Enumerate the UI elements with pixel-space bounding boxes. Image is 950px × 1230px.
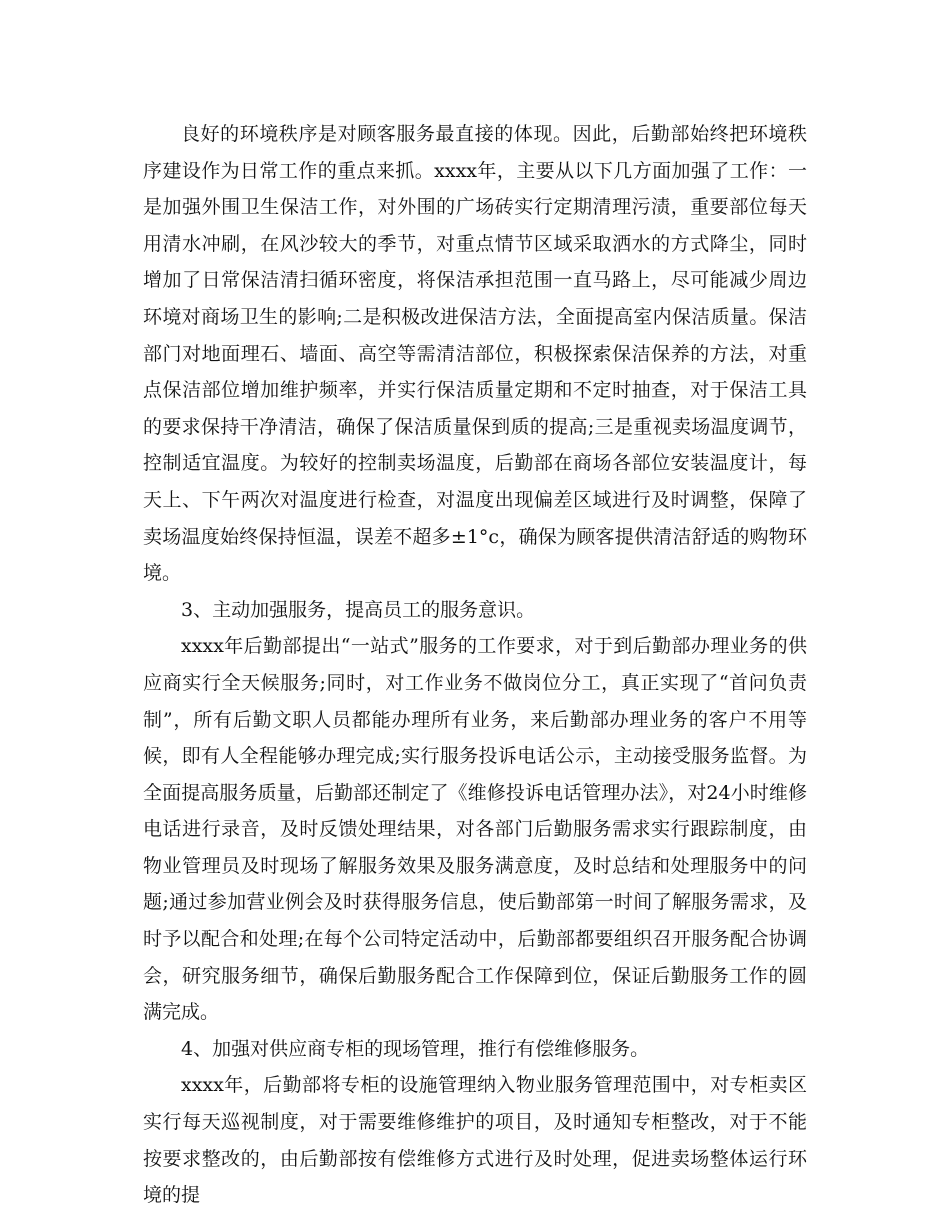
document-body [143,116,807,1214]
section-heading-3: 3、主动加强服务，提高员工的服务意识。 [181,598,536,621]
paragraph-environment-order: 良好的环境秩序是对顾客服务最直接的体现。因此，后勤部始终把环境秩序建设作为日常工作的重点来抓。xxxx年，主要从以下几方面加强了工作：一是加强外围卫生保洁工作，对外围的广场砖实行定期清理污渍，重要部位每天用清水冲刷，在风沙较大的季节，对重点情节区域采取洒水的方式降尘，同时增加了日常保洁清扫循环密度，将保洁承担范围一直马路上，尽可能减少周边环境对商场卫生的影响;二是积极改进保洁方法，全面提高室内保洁质量。保洁部门对地面理石、墙面、高空等需清洁部位，积极探索保洁保养的方法，对重点保洁部位增加维护频率，并实行保洁质量定期和不定时抽查，对于保洁工具的要求保持干净清洁，确保了保洁质量保到质的提高;三是重视卖场温度调节，控制适宜温度。为较好的控制卖场温度，后勤部在商场各部位安装温度计，每天上、下午两次对温度进行检查，对温度出现偏差区域进行及时调整，保障了卖场温度始终保持恒温，误差不超多±1°c，确保为顾客提供清洁舒适的购物环境。 [143,123,807,585]
section-heading-4: 4、加强对供应商专柜的现场管理，推行有偿维修服务。 [181,1037,650,1060]
paragraph-supplier-counter: xxxx年，后勤部将专柜的设施管理纳入物业服务管理范围中，对专柜卖区实行每天巡视制度，对于需要维修维护的项目，及时通知专柜整改，对于不能按要求整改的，由后勤部按有偿维修方式进行及时处理，促进卖场整体运行环境的提 [143,1074,807,1207]
paragraph-one-stop-service: xxxx年后勤部提出“一站式”服务的工作要求，对于到后勤部办理业务的供应商实行全天候服务;同时，对工作业务不做岗位分工，真正实现了“首问负责制”，所有后勤文职人员都能办理所有业务，来后勤部办理业务的客户不用等候，即有人全程能够办理完成;实行服务投诉电话公示，主动接受服务监督。为全面提高服务质量，后勤部还制定了《维修投诉电话管理办法》，对24小时维修电话进行录音，及时反馈处理结果，对各部门后勤服务需求实行跟踪制度，由物业管理员及时现场了解服务效果及服务满意度，及时总结和处理服务中的问题;通过参加营业例会及时获得服务信息，使后勤部第一时间了解服务需求，及时予以配合和处理;在每个公司特定活动中，后勤部都要组织召开服务配合协调会，研究服务细节，确保后勤服务配合工作保障到位，保证后勤服务工作的圆满完成。 [143,635,807,1024]
